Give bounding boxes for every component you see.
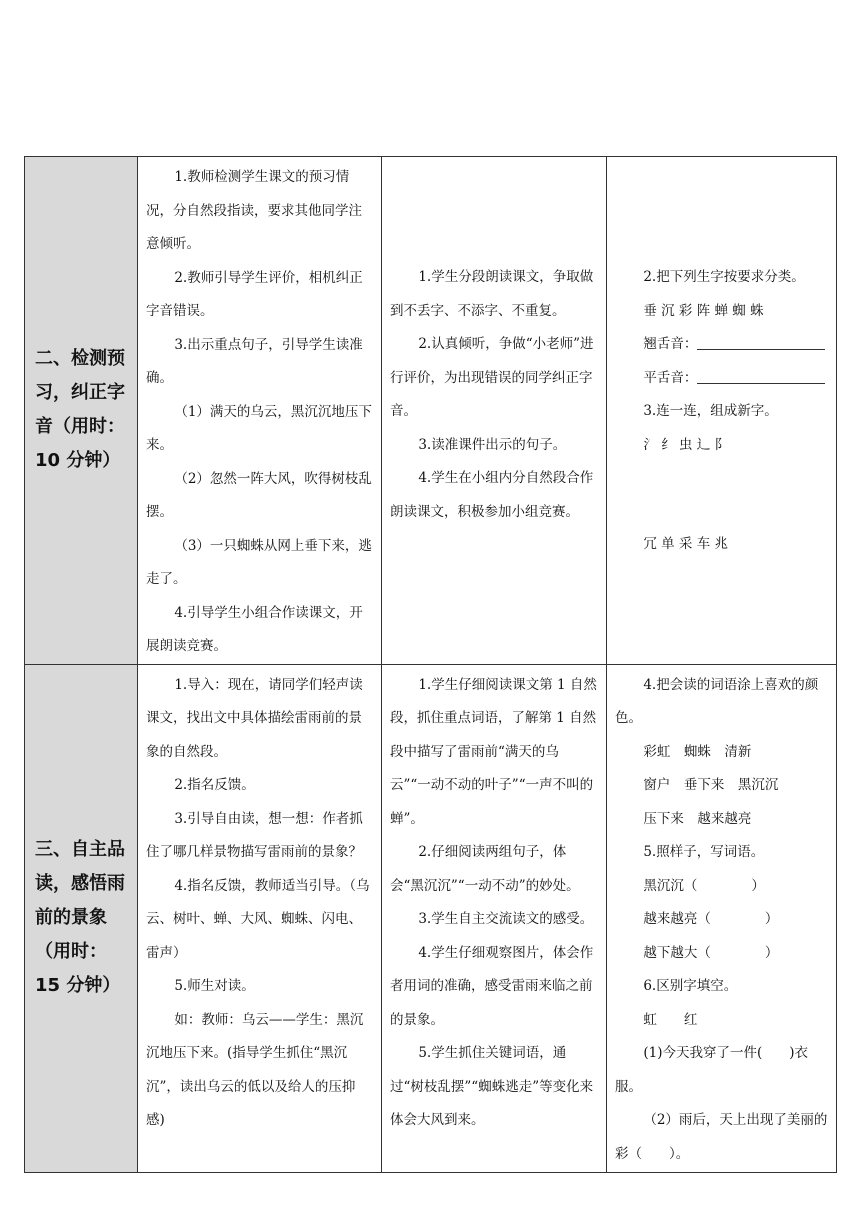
student-step: 1.学生分段朗读课文，争取做到不丢字、不添字、不重复。 <box>390 269 594 319</box>
student-step: 3.读准课件出示的句子。 <box>418 436 567 453</box>
teacher-step: 5.师生对读。 <box>174 978 255 994</box>
student-step: 1.学生仔细阅读课文第 1 自然段，抓住重点词语，了解第 1 自然段中描写了雷雨前“满天的乌云”“一动不动的叶子”“一声不叫的蝉”。 <box>390 676 597 827</box>
teacher-step: 1.教师检测学生课文的预习情况，分自然段指读，要求其他同学注意倾听。 <box>146 169 362 252</box>
student-step: 4.学生在小组内分自然段合作朗读课文，积极参加小组竞赛。 <box>390 470 594 520</box>
teacher-step: （2）忽然一阵大风，吹得树枝乱摆。 <box>146 470 372 520</box>
word-row: 压下来 越来越亮 <box>643 810 752 827</box>
teacher-step: 3.出示重点句子，引导学生读准确。 <box>146 336 363 386</box>
pattern-title: 5.照样子，写词语。 <box>643 844 765 860</box>
retroflex-line: 翘舌音： <box>615 328 828 362</box>
pattern-row: 越来越亮（ ） <box>643 911 779 927</box>
stage-cell <box>25 664 138 1172</box>
answer-blank[interactable] <box>697 333 825 350</box>
exercise-chars: 垂 沉 彩 阵 蝉 蜘 蛛 <box>643 302 764 319</box>
pattern-row: 黑沉沉（ ） <box>643 877 765 894</box>
exercise-title: 4.把会读的词语涂上喜欢的颜色。 <box>615 676 819 726</box>
fill-sentence: (1)今天我穿了一件( )衣服。 <box>615 1045 808 1095</box>
teacher-step: 1.导入：现在，请同学们轻声读课文，找出文中具体描绘雷雨前的景象的自然段。 <box>146 676 363 760</box>
pattern-row: 越下越大（ ） <box>643 944 779 961</box>
word-row: 窗户 垂下来 黑沉沉 <box>643 777 779 793</box>
student-step: 4.学生仔细观察图片，体会作者用词的准确，感受雷雨来临之前的景象。 <box>390 944 594 1028</box>
teacher-step: 4.引导学生小组合作读课文，开展朗读竞赛。 <box>146 604 363 654</box>
student-step: 5.学生抓住关键词语，通过“树枝乱摆”“蜘蛛逃走”等变化来体会大风到来。 <box>390 1045 594 1128</box>
answer-blank[interactable] <box>697 367 825 384</box>
student-step: 2.仔细阅读两组句子，体会“黑沉沉”“一动不动”的妙处。 <box>390 844 580 894</box>
teacher-step: 2.指名反馈。 <box>174 777 255 793</box>
teacher-step: （1）满天的乌云，黑沉沉地压下来。 <box>146 403 372 453</box>
student-activity-cell <box>382 157 607 665</box>
stage-title: 二、检测预习，纠正字音（用时：10 分钟） <box>35 348 125 472</box>
student-activity-cell <box>382 664 607 1172</box>
word-row: 彩虹 蜘蛛 清新 <box>643 743 752 760</box>
teacher-activity-cell <box>138 664 382 1172</box>
teacher-step: （3）一只蜘蛛从网上垂下来，逃走了。 <box>146 537 372 587</box>
radicals-row: 氵 纟 虫 辶 阝 <box>643 436 729 453</box>
stage-cell <box>25 157 138 665</box>
fill-sentence: （2）雨后，天上出现了美丽的彩（ ）。 <box>615 1112 828 1162</box>
teacher-step: 2.教师引导学生评价，相机纠正字音错误。 <box>146 269 363 319</box>
exercise-cell <box>607 157 837 665</box>
flat-line: 平舌音： <box>615 362 828 396</box>
teacher-step: 如：教师：乌云——学生：黑沉沉地压下来。(指导学生抓住“黑沉沉”，读出乌云的低以及给人的压抑感) <box>146 1011 364 1128</box>
student-step: 2.认真倾听，争做“小老师”进行评价，为出现错误的同学纠正字音。 <box>390 336 594 419</box>
exercise-title: 2.把下列生字按要求分类。 <box>643 269 805 285</box>
distinguish-chars: 虹 红 <box>643 1011 698 1028</box>
components-row: 冗 单 采 车 兆 <box>643 536 729 552</box>
teacher-activity-cell <box>138 157 382 665</box>
connect-title: 3.连一连，组成新字。 <box>643 403 778 419</box>
teacher-step: 4.指名反馈，教师适当引导。（乌云、树叶、蝉、大风、蜘蛛、闪电、雷声） <box>146 877 370 961</box>
lesson-plan-table <box>24 156 837 1173</box>
table-row <box>25 664 837 1172</box>
student-step: 3.学生自主交流读文的感受。 <box>418 911 594 927</box>
teacher-step: 3.引导自由读，想一想：作者抓住了哪几样景物描写雷雨前的景象？ <box>146 810 363 860</box>
table-row <box>25 157 837 665</box>
exercise-cell <box>607 664 837 1172</box>
stage-title: 三、自主品读，感悟雨前的景象（用时：15 分钟） <box>35 839 125 996</box>
distinguish-title: 6.区别字填空。 <box>643 978 738 994</box>
